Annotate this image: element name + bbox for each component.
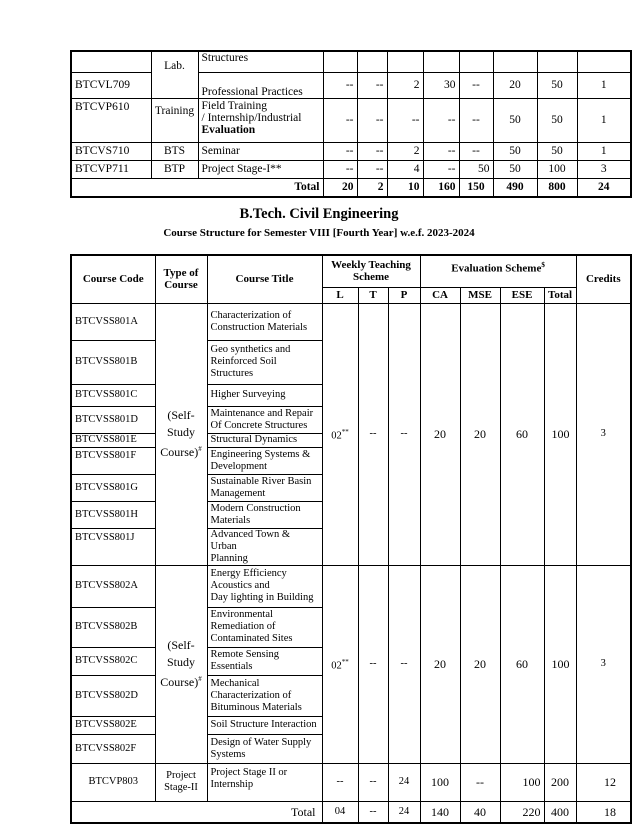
- ESE-value: 20: [493, 72, 537, 98]
- credits-total: 24: [577, 178, 631, 197]
- CA-value: --: [423, 98, 459, 142]
- MSE-value: --: [459, 98, 493, 142]
- P-value: --: [388, 303, 420, 565]
- L-total: 20: [323, 178, 357, 197]
- table-row: [71, 303, 631, 340]
- course-title: Higher Surveying: [207, 384, 322, 406]
- total-value: 100: [544, 565, 576, 763]
- table-row: [71, 763, 631, 801]
- course-type: Lab.: [151, 51, 198, 98]
- course-title: Modern Construction Materials: [207, 501, 322, 528]
- MSE-value: 20: [460, 565, 500, 763]
- MSE-value: --: [460, 763, 500, 801]
- T-value: --: [357, 160, 387, 178]
- total-row: [71, 178, 631, 197]
- course-title: Energy Efficiency Acoustics and Day lighting in Building: [207, 565, 322, 607]
- P-value: --: [388, 565, 420, 763]
- total-value: 200: [544, 763, 576, 801]
- course-title: Project Stage-I**: [198, 160, 323, 178]
- course-title: Professional Practices: [198, 72, 323, 98]
- ESE-value: 50: [493, 160, 537, 178]
- L-value: --: [323, 160, 357, 178]
- header-credits: Credits: [576, 255, 631, 303]
- P-value: 24: [388, 763, 420, 801]
- header-CA: CA: [420, 287, 460, 303]
- credits-value: 3: [577, 160, 631, 178]
- header-course-code: Course Code: [71, 255, 155, 303]
- page-title: B.Tech. Civil Engineering: [239, 206, 399, 222]
- MSE-value: --: [459, 142, 493, 160]
- total-value: 100: [544, 303, 576, 565]
- course-code: BTCVP711: [71, 160, 151, 178]
- page-subtitle: Course Structure for Semester VIII [Fourth Year] w.e.f. 2023-2024: [163, 227, 475, 239]
- course-code: BTCVSS801B: [71, 340, 155, 384]
- total-value: 100: [537, 160, 577, 178]
- L-value: --: [322, 763, 358, 801]
- semester-viii-table: [70, 254, 632, 824]
- MSE-total: 40: [460, 801, 500, 823]
- T-value: --: [357, 72, 387, 98]
- course-title: Field Training / Internship/Industrial Evaluation: [198, 98, 323, 142]
- credits-value: 1: [577, 72, 631, 98]
- L-value: --: [323, 98, 357, 142]
- course-type: BTS: [151, 142, 198, 160]
- total-value: 50: [537, 142, 577, 160]
- course-code: BTCVSS801E: [71, 433, 155, 447]
- ESE-value: 50: [493, 142, 537, 160]
- course-code: BTCVSS802B: [71, 607, 155, 647]
- CA-value: --: [423, 142, 459, 160]
- table-row: [71, 51, 631, 72]
- course-type: (Self- Study Course)#: [155, 303, 207, 565]
- T-value: --: [358, 763, 388, 801]
- L-value: 02**: [322, 565, 358, 763]
- table-row: [71, 160, 631, 178]
- ESE-value: 100: [500, 763, 544, 801]
- course-code: BTCVSS801J: [71, 528, 155, 565]
- credits-value: 1: [577, 142, 631, 160]
- header-total: Total: [544, 287, 576, 303]
- credits-total: 18: [576, 801, 631, 823]
- total-row: [71, 801, 631, 823]
- course-code: BTCVSS801C: [71, 384, 155, 406]
- header-weekly-scheme: Weekly Teaching Scheme: [322, 255, 420, 287]
- P-value: --: [387, 98, 423, 142]
- total-value: 50: [537, 98, 577, 142]
- course-code: BTCVSS801D: [71, 406, 155, 433]
- header-row: [71, 255, 631, 287]
- course-title: Geo synthetics and Reinforced Soil Structures: [207, 340, 322, 384]
- P-total: 10: [387, 178, 423, 197]
- L-total: 04: [322, 801, 358, 823]
- course-title: Design of Water Supply Systems: [207, 734, 322, 763]
- course-code: BTCVS710: [71, 142, 151, 160]
- course-title: Environmental Remediation of Contaminated Sites: [207, 607, 322, 647]
- course-code: BTCVSS802A: [71, 565, 155, 607]
- course-code: BTCVSS801A: [71, 303, 155, 340]
- table-row: [71, 98, 631, 142]
- course-code: BTCVSS802F: [71, 734, 155, 763]
- header-L: L: [322, 287, 358, 303]
- course-type: Project Stage-II: [155, 763, 207, 801]
- course-code: BTCVSS802E: [71, 716, 155, 734]
- total-label: Total: [71, 178, 323, 197]
- course-title: Engineering Systems & Development: [207, 447, 322, 474]
- credits-value: 12: [576, 763, 631, 801]
- ESE-value: 50: [493, 98, 537, 142]
- header-T: T: [358, 287, 388, 303]
- course-title: Sustainable River Basin Management: [207, 474, 322, 501]
- ESE-value: 60: [500, 565, 544, 763]
- ESE-value: 60: [500, 303, 544, 565]
- course-code: BTCVSS802C: [71, 647, 155, 675]
- course-title: Soil Structure Interaction: [207, 716, 322, 734]
- total-label: Total: [71, 801, 322, 823]
- course-title: Structural Dynamics: [207, 433, 322, 447]
- ESE-total: 220: [500, 801, 544, 823]
- P-value: 2: [387, 142, 423, 160]
- credits-value: 3: [576, 303, 631, 565]
- credits-value: 3: [576, 565, 631, 763]
- T-total: --: [358, 801, 388, 823]
- MSE-value: 50: [459, 160, 493, 178]
- credits-value: 1: [577, 98, 631, 142]
- header-P: P: [388, 287, 420, 303]
- P-value: 4: [387, 160, 423, 178]
- CA-total: 160: [423, 178, 459, 197]
- T-value: --: [358, 303, 388, 565]
- course-code: BTCVL709: [71, 72, 151, 98]
- course-code: BTCVP610: [71, 98, 151, 142]
- previous-semester-table: [70, 50, 632, 198]
- course-title: Project Stage II or Internship: [207, 763, 322, 801]
- course-title: Advanced Town & Urban Planning: [207, 528, 322, 565]
- course-title: Seminar: [198, 142, 323, 160]
- header-evaluation-scheme: Evaluation Scheme$: [420, 255, 576, 287]
- course-type: BTP: [151, 160, 198, 178]
- L-value: 02**: [322, 303, 358, 565]
- CA-total: 140: [420, 801, 460, 823]
- CA-value: 20: [420, 303, 460, 565]
- L-value: --: [323, 72, 357, 98]
- ESE-total: 490: [493, 178, 537, 197]
- grand-total: 400: [544, 801, 576, 823]
- course-type: Training: [151, 98, 198, 142]
- grand-total: 800: [537, 178, 577, 197]
- CA-value: 100: [420, 763, 460, 801]
- total-value: 50: [537, 72, 577, 98]
- course-code: BTCVSS802D: [71, 675, 155, 716]
- CA-value: 20: [420, 565, 460, 763]
- header-ESE: ESE: [500, 287, 544, 303]
- table-row: [71, 565, 631, 607]
- P-value: 2: [387, 72, 423, 98]
- MSE-value: 20: [460, 303, 500, 565]
- header-MSE: MSE: [460, 287, 500, 303]
- course-title: Characterization of Construction Materials: [207, 303, 322, 340]
- course-code: BTCVP803: [71, 763, 155, 801]
- header-type: Type of Course: [155, 255, 207, 303]
- L-value: --: [323, 142, 357, 160]
- course-title: Mechanical Characterization of Bituminous Materials: [207, 675, 322, 716]
- course-code: [71, 51, 151, 72]
- header-course-title: Course Title: [207, 255, 322, 303]
- T-value: --: [358, 565, 388, 763]
- course-code: BTCVSS801H: [71, 501, 155, 528]
- T-total: 2: [357, 178, 387, 197]
- table-row: [71, 142, 631, 160]
- MSE-value: --: [459, 72, 493, 98]
- T-value: --: [357, 142, 387, 160]
- T-value: --: [357, 98, 387, 142]
- course-title: Maintenance and Repair Of Concrete Structures: [207, 406, 322, 433]
- course-code: BTCVSS801F: [71, 447, 155, 474]
- course-type: (Self- Study Course)#: [155, 565, 207, 763]
- P-total: 24: [388, 801, 420, 823]
- course-title: Structures: [198, 51, 323, 72]
- CA-value: --: [423, 160, 459, 178]
- course-title: Remote Sensing Essentials: [207, 647, 322, 675]
- course-code: BTCVSS801G: [71, 474, 155, 501]
- MSE-total: 150: [459, 178, 493, 197]
- CA-value: 30: [423, 72, 459, 98]
